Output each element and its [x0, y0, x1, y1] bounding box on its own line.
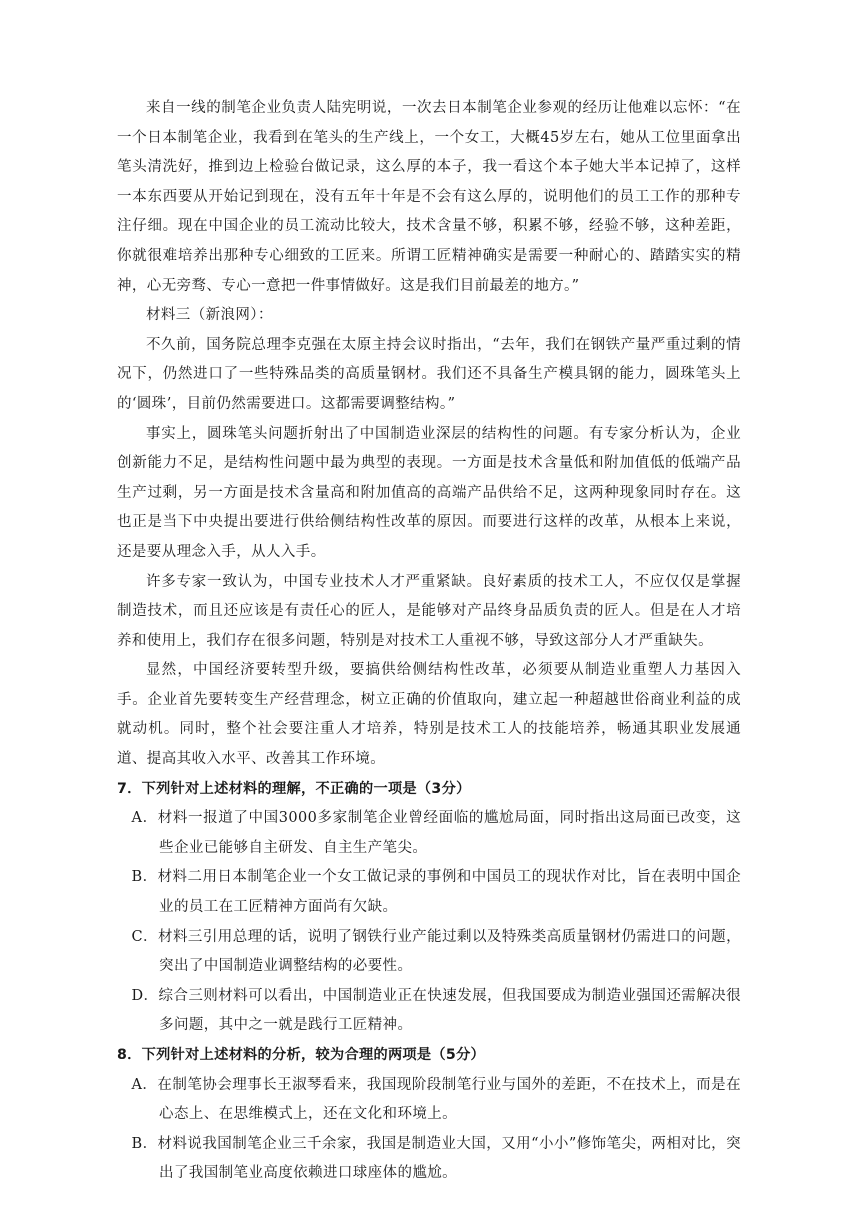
paragraph-talent-shortage: 许多专家一致认为，中国专业技术人才严重紧缺。良好素质的技术工人，不应仅仅是掌握制造技术，而且还应该是有责任心的匠人，是能够对产品终身品质负责的匠人。但是在人才培养和使用上，我们存在很多问题，特别是对技术工人重视不够，导致这部分人才严重缺失。: [117, 573, 741, 649]
question-8-option-a: A．在制笔协会理事长王淑琴看来，我国现阶段制笔行业与国外的差距，不在技术上，而是在心态上、在思维模式上，还在文化和环境上。: [131, 1076, 741, 1123]
question-7-option-c: C．材料三引用总理的话，说明了钢铁行业产能过剩以及特殊类高质量钢材仍需进口的问题，突出了中国制造业调整结构的必要性。: [131, 928, 741, 975]
question-7: [117, 775, 741, 1041]
material-three-heading: 材料三（新浪网）：: [146, 307, 273, 324]
paragraph-transformation: 显然，中国经济要转型升级，要搞供给侧结构性改革，必须要从制造业重塑人力基因入手。企业首先要转变生产经营理念，树立正确的价值取向，建立起一种超越世俗商业利益的成就动机。同时，整个社会要注重人才培养，特别是技术工人的技能培养，畅通其职业发展通道、提高其收入水平、改善其工作环境。: [117, 662, 741, 768]
question-8-option-b: B．材料说我国制笔企业三千余家，我国是制造业大国，又用“小小”修饰笔尖，两相对比，突出了我国制笔业高度依赖进口球座体的尴尬。: [131, 1135, 741, 1182]
question-8-title: 8．下列针对上述材料的分析，较为合理的两项是（5分）: [117, 1047, 486, 1063]
question-7-option-a: A．材料一报道了中国3000多家制笔企业曾经面临的尴尬局面，同时指出这局面已改变，这些企业已能够自主研发、自主生产笔尖。: [131, 810, 741, 856]
paragraph-lu-xianming-quote: 来自一线的制笔企业负责人陆宪明说，一次去日本制笔企业参观的经历让他难以忘怀：“在一个日本制笔企业，我看到在笔头的生产线上，一个女工，大概45岁左右，她从工位里面拿出笔头清洗好，推到边上检验台做记录，这么厚的本子，我一看这个本子她大半本记掉了，这样一本东西要从开始记到现在，没有五年十年是不会有这么厚的，说明他们的员工工作的那种专注仔细。现在中国企业的员工流动比较大，技术含量不够，积累不够，经验不够，这种差距，你就很难培养出那种专心细致的工匠来。所谓工匠精神确实是需要一种耐心的、踏踏实实的精神，心无旁骛、专心一意把一件事情做好。这是我们目前最差的地方。”: [117, 100, 741, 294]
question-8: [117, 1041, 741, 1189]
question-7-option-b: B．材料二用日本制笔企业一个女工做记录的事例和中国员工的现状作对比，旨在表明中国企业的员工在工匠精神方面尚有欠缺。: [131, 869, 741, 916]
paragraph-premier-quote: 不久前，国务院总理李克强在太原主持会议时指出，“去年，我们在钢铁产量严重过剩的情况下，仍然进口了一些特殊品类的高质量钢材。我们还不具备生产模具钢的能力，圆珠笔头上的‘圆珠’，目前仍然需要进口。这都需要调整结构。”: [117, 336, 741, 412]
question-7-title: 7．下列针对上述材料的理解，不正确的一项是（3分）: [117, 780, 471, 797]
document-body: [117, 94, 741, 1189]
question-7-option-d: D．综合三则材料可以看出，中国制造业正在快速发展，但我国要成为制造业强国还需解决很多问题，其中之一就是践行工匠精神。: [131, 987, 741, 1034]
paragraph-structural-problem: 事实上，圆珠笔头问题折射出了中国制造业深层的结构性的问题。有专家分析认为，企业创新能力不足，是结构性问题中最为典型的表现。一方面是技术含量低和附加值低的低端产品生产过剩，另一方面是技术含量高和附加值高的高端产品供给不足，这两种现象同时存在。这也正是当下中央提出要进行供给侧结构性改革的原因。而要进行这样的改革，从根本上来说，还是要从理念入手，从人入手。: [117, 425, 741, 560]
